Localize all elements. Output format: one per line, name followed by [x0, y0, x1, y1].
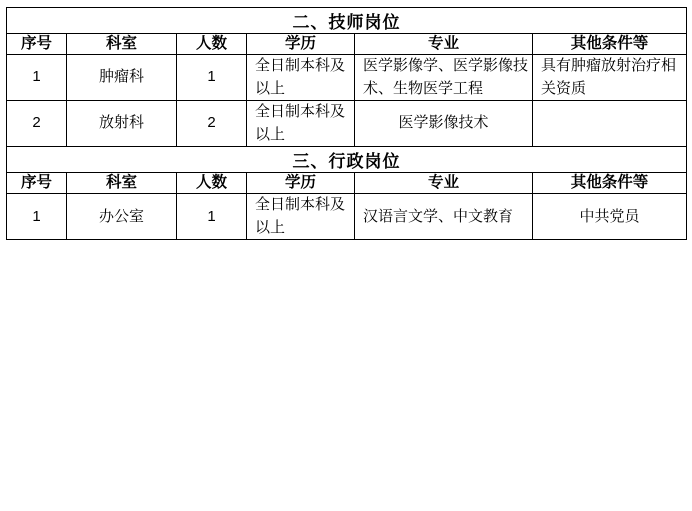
cell-education: 全日制本科及以上 — [247, 101, 355, 147]
cell-other: 具有肿瘤放射治疗相关资质 — [533, 55, 687, 101]
section-title-administrative: 三、行政岗位 — [7, 147, 687, 173]
column-header-education: 学历 — [247, 34, 355, 55]
column-header-no: 序号 — [7, 34, 67, 55]
table-row — [7, 55, 687, 101]
column-header-dept: 科室 — [67, 34, 177, 55]
cell-dept: 办公室 — [67, 194, 177, 240]
column-header-other: 其他条件等 — [533, 173, 687, 194]
cell-major: 汉语言文学、中文教育 — [355, 194, 533, 240]
column-header-no: 序号 — [7, 173, 67, 194]
section-title-technician: 二、技师岗位 — [7, 8, 687, 34]
section-title-row — [7, 8, 687, 34]
cell-major: 医学影像技术 — [355, 101, 533, 147]
column-header-major: 专业 — [355, 34, 533, 55]
cell-education: 全日制本科及以上 — [247, 194, 355, 240]
cell-count: 1 — [177, 55, 247, 101]
cell-dept: 放射科 — [67, 101, 177, 147]
technician-post-table — [6, 7, 687, 240]
cell-dept: 肿瘤科 — [67, 55, 177, 101]
cell-count: 1 — [177, 194, 247, 240]
table-header-row — [7, 34, 687, 55]
column-header-count: 人数 — [177, 34, 247, 55]
column-header-education: 学历 — [247, 173, 355, 194]
table-row — [7, 101, 687, 147]
table-header-row — [7, 173, 687, 194]
column-header-other: 其他条件等 — [533, 34, 687, 55]
column-header-dept: 科室 — [67, 173, 177, 194]
table-row — [7, 194, 687, 240]
cell-other: 中共党员 — [533, 194, 687, 240]
cell-other — [533, 101, 687, 147]
cell-major: 医学影像学、医学影像技术、生物医学工程 — [355, 55, 533, 101]
column-header-count: 人数 — [177, 173, 247, 194]
cell-education: 全日制本科及以上 — [247, 55, 355, 101]
cell-count: 2 — [177, 101, 247, 147]
section-title-row — [7, 147, 687, 173]
column-header-major: 专业 — [355, 173, 533, 194]
cell-no: 2 — [7, 101, 67, 147]
cell-no: 1 — [7, 194, 67, 240]
cell-no: 1 — [7, 55, 67, 101]
